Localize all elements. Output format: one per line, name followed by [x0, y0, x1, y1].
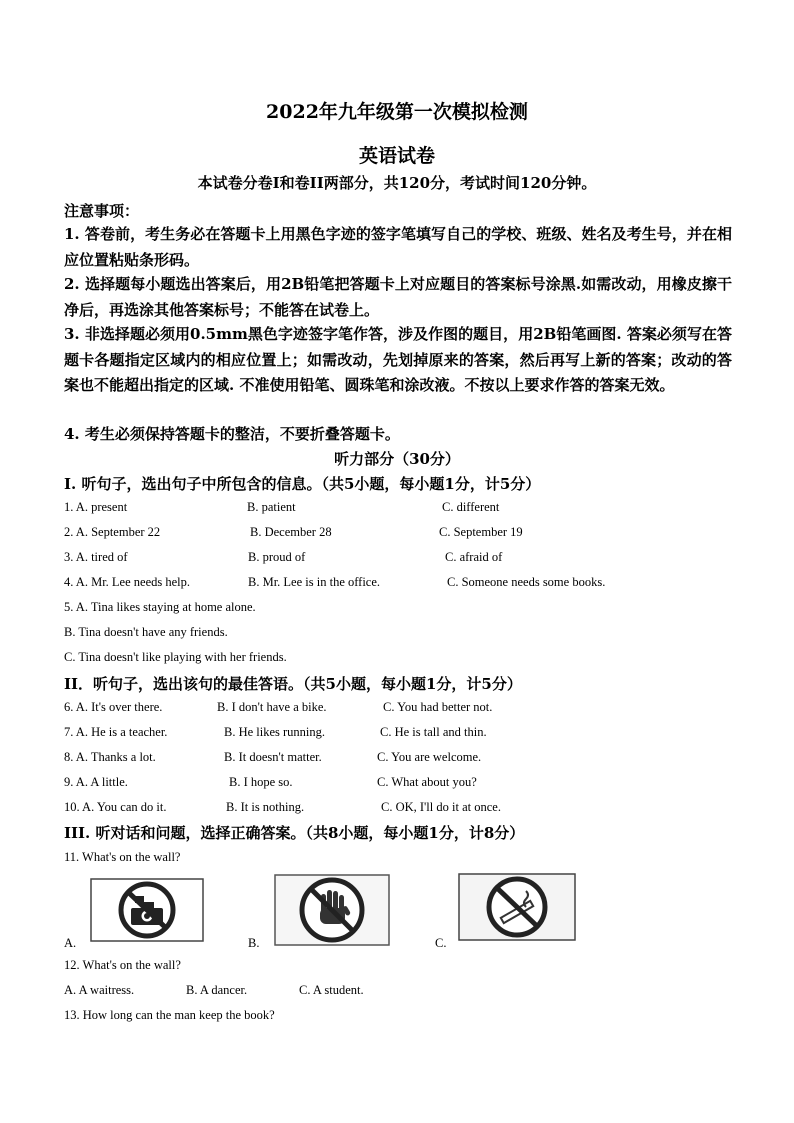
no-smoking-sign-icon [458, 873, 576, 941]
q5-option-a: 5. A. Tina likes staying at home alone. [64, 600, 256, 614]
q8-option-c: C. You are welcome. [377, 750, 482, 764]
q13-stem: 13. How long can the man keep the book? [64, 1008, 275, 1022]
q1-option-b: B. patient [247, 500, 296, 514]
q11-stem: 11. What's on the wall? [64, 850, 181, 864]
section-1-heading: I. 听句子，选出句子中所包含的信息。（共5小题，每小题1分，计5分） [64, 475, 541, 493]
q12-option-a: A. A waitress. [64, 983, 135, 997]
q2-option-c: C. September 19 [439, 525, 523, 539]
listening-heading: 听力部分（30分） [334, 450, 460, 468]
q12-option-b: B. A dancer. [186, 983, 248, 997]
q1-option-a: 1. A. present [64, 500, 128, 514]
q12-option-c: C. A student. [299, 983, 364, 997]
q3-option-c: C. afraid of [445, 550, 503, 564]
q9-option-c: C. What about you? [377, 775, 477, 789]
note-item-3: 3. 非选择题必须用0.5mm黑色字迹签字笔作答，涉及作图的题目，用2B铅笔画图. 答案必须写在答题卡各题指定区域内的相应位置上；如需改动，先划掉原来的答案，然后再写上新的答案；改动的答案也不能超出指定的区域. 不准使用铅笔、圆珠笔和涂改液。不按以上要求作答的答案无效。 [64, 325, 732, 394]
no-touching-sign-icon [274, 874, 390, 946]
q9-option-b: B. I hope so. [229, 775, 293, 789]
section-2-heading: II．听句子，选出该句的最佳答语。（共5小题，每小题1分，计5分） [64, 675, 522, 693]
note-item-1: 1. 答卷前，考生务必在答题卡上用黑色字迹的签字笔填写自己的学校、班级、姓名及考生号，并在相应位置粘贴条形码。 [64, 225, 732, 269]
q6-option-c: C. You had better not. [383, 700, 493, 714]
q10-option-a: 10. A. You can do it. [64, 800, 167, 814]
note-item-2: 2. 选择题每小题选出答案后，用2B铅笔把答题卡上对应题目的答案标号涂黑.如需改动，用橡皮擦干净后，再选涂其他答案标号；不能答在试卷上。 [64, 275, 732, 319]
q6-option-a: 6. A. It's over there. [64, 700, 163, 714]
q2-option-b: B. December 28 [250, 525, 332, 539]
q5-option-b: B. Tina doesn't have any friends. [64, 625, 228, 639]
q7-option-c: C. He is tall and thin. [380, 725, 487, 739]
q11-option-c: C. [435, 936, 447, 950]
q1-option-c: C. different [442, 500, 500, 514]
q11-option-b: B. [248, 936, 260, 950]
q3-option-a: 3. A. tired of [64, 550, 128, 564]
exam-info: 本试卷分卷I和卷II两部分，共120分，考试时间120分钟。 [197, 174, 597, 192]
no-photography-sign-icon [90, 878, 204, 942]
q4-option-c: C. Someone needs some books. [447, 575, 606, 589]
q10-option-c: C. OK, I'll do it at once. [381, 800, 501, 814]
q2-option-a: 2. A. September 22 [64, 525, 161, 539]
exam-subtitle: 英语试卷 [358, 145, 435, 167]
q6-option-b: B. I don't have a bike. [217, 700, 327, 714]
q5-option-c: C. Tina doesn't like playing with her friends. [64, 650, 287, 664]
q12-stem: 12. What's on the wall? [64, 958, 181, 972]
q9-option-a: 9. A. A little. [64, 775, 128, 789]
q3-option-b: B. proud of [248, 550, 306, 564]
section-3-heading: III. 听对话和问题，选择正确答案。（共8小题，每小题1分，计8分） [64, 824, 525, 842]
note-item-4: 4. 考生必须保持答题卡的整洁，不要折叠答题卡。 [64, 425, 400, 443]
exam-title: 2022年九年级第一次模拟检测 [266, 101, 528, 123]
q4-option-a: 4. A. Mr. Lee needs help. [64, 575, 191, 589]
q8-option-a: 8. A. Thanks a lot. [64, 750, 156, 764]
q11-option-a: A. [64, 936, 77, 950]
notes-heading: 注意事项： [64, 202, 140, 220]
q10-option-b: B. It is nothing. [226, 800, 305, 814]
q8-option-b: B. It doesn't matter. [224, 750, 322, 764]
q7-option-a: 7. A. He is a teacher. [64, 725, 168, 739]
q7-option-b: B. He likes running. [224, 725, 326, 739]
q4-option-b: B. Mr. Lee is in the office. [248, 575, 381, 589]
